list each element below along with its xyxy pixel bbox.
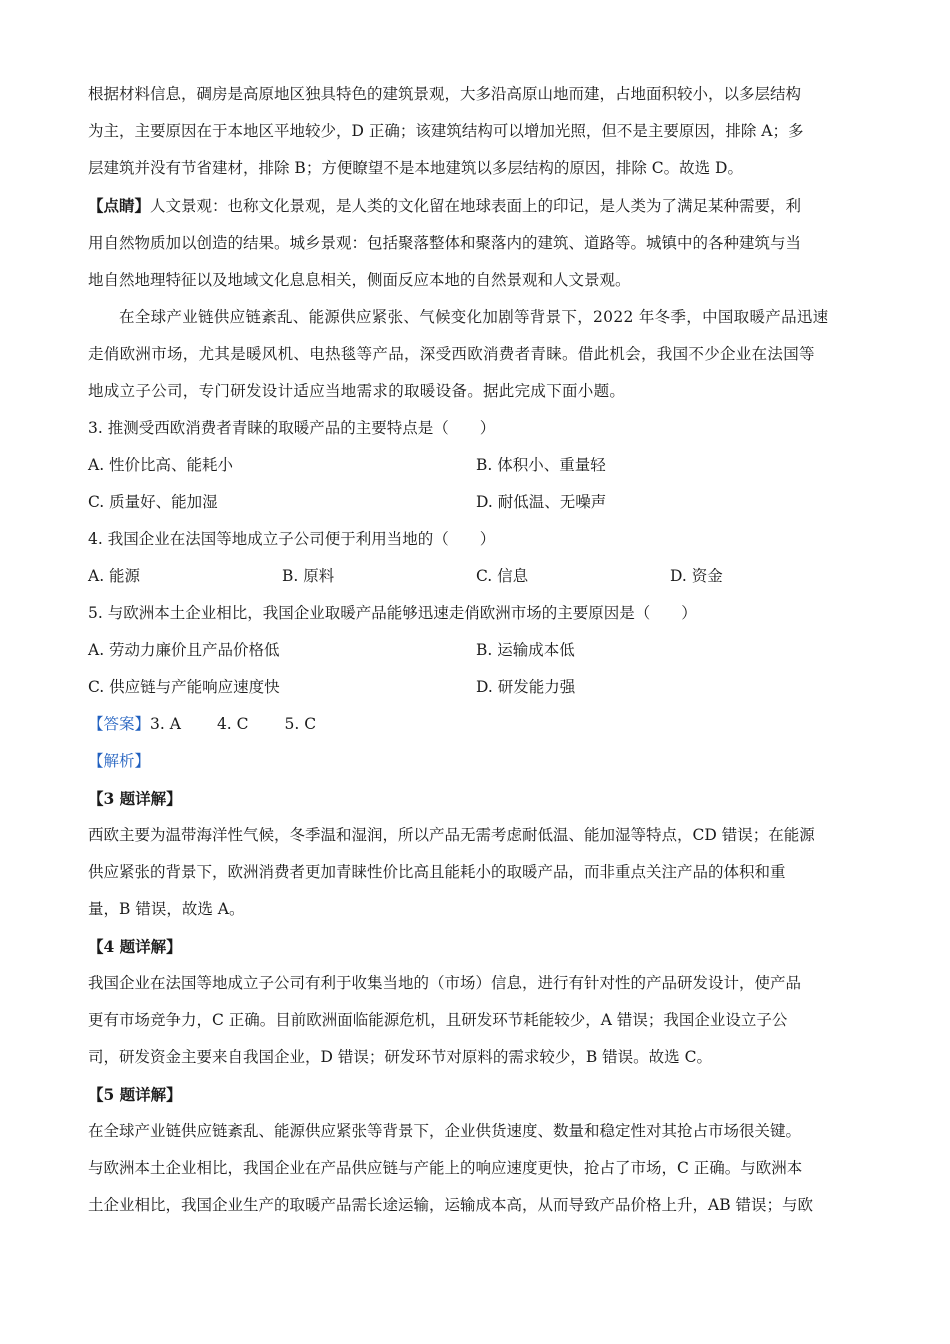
text-line: 在全球产业链供应链紊乱、能源供应紧张等背景下，企业供货速度、数量和稳定性对其抢占市场很关键。	[88, 1122, 802, 1140]
option-c: C. 质量好、能加湿	[88, 493, 218, 511]
option-d: D. 耐低温、无噪声	[476, 493, 607, 511]
text-line: 更有市场竞争力，C 正确。目前欧洲面临能源危机，且研发环节耗能较少，A 错误；我国企业设立子公	[88, 1011, 788, 1029]
text-line: 西欧主要为温带海洋性气候，冬季温和湿润，所以产品无需考虑耐低温、能加湿等特点，CD 错误；在能源	[88, 826, 815, 844]
text-line: 在全球产业链供应链紊乱、能源供应紧张、气候变化加剧等背景下，2022 年冬季，中国取暖产品迅速	[119, 308, 829, 326]
detail-title: 【3 题详解】	[88, 789, 182, 808]
text-line: 层建筑并没有节省建材，排除 B；方便瞭望不是本地建筑以多层结构的原因，排除 C。故选 D。	[88, 159, 743, 177]
option-c: C. 信息	[476, 567, 529, 585]
question-stem: 3. 推测受西欧消费者青睐的取暖产品的主要特点是（ ）	[88, 419, 496, 437]
answer-value: 3. A	[150, 715, 181, 733]
detail-3	[88, 780, 864, 928]
answer-label: 【答案】	[88, 715, 151, 733]
material-paragraph	[88, 299, 864, 410]
option-b: B. 运输成本低	[476, 641, 575, 659]
text-line: 供应紧张的背景下，欧洲消费者更加青睐性价比高且能耗小的取暖产品，而非重点关注产品的体积和重	[88, 863, 786, 881]
option-d: D. 资金	[670, 567, 723, 585]
detail-title: 【4 题详解】	[88, 937, 182, 956]
question-4	[88, 521, 864, 595]
option-row	[88, 447, 864, 484]
option-row	[88, 669, 864, 706]
detail-4	[88, 928, 864, 1076]
option-b: B. 原料	[282, 567, 335, 585]
option-d: D. 研发能力强	[476, 678, 576, 696]
document-page	[88, 76, 864, 1224]
text-line: 地自然地理特征以及地域文化息息相关，侧面反应本地的自然景观和人文景观。	[88, 271, 631, 289]
option-row	[88, 558, 864, 595]
dianjing-text: 人文景观：也称文化景观，是人类的文化留在地球表面上的印记，是人类为了满足某种需要，利	[150, 197, 802, 215]
option-b: B. 体积小、重量轻	[476, 456, 606, 474]
detail-5	[88, 1076, 864, 1224]
dianjing-section	[88, 187, 864, 299]
option-c: C. 供应链与产能响应速度快	[88, 678, 280, 696]
question-stem: 4. 我国企业在法国等地成立子公司便于利用当地的（ ）	[88, 530, 496, 548]
text-line: 为主，主要原因在于本地区平地较少，D 正确；该建筑结构可以增加光照，但不是主要原因，排除 A；多	[88, 122, 804, 140]
text-line: 与欧洲本土企业相比，我国企业在产品供应链与产能上的响应速度更快，抢占了市场，C 正确。与欧洲本	[88, 1159, 803, 1177]
text-line	[88, 187, 864, 225]
text-line: 司，研发资金主要来自我国企业，D 错误；研发环节对原料的需求较少，B 错误。故选 C。	[88, 1048, 712, 1066]
question-3	[88, 410, 864, 521]
text-line: 我国企业在法国等地成立子公司有利于收集当地的（市场）信息，进行有针对性的产品研发设计，使产品	[88, 974, 802, 992]
option-a: A. 性价比高、能耗小	[88, 456, 234, 474]
text-line: 根据材料信息，碉房是高原地区独具特色的建筑景观，大多沿高原山地而建，占地面积较小，以多层结构	[88, 85, 802, 103]
answer-line	[88, 706, 864, 743]
dianjing-label: 【点睛】	[88, 196, 151, 215]
intro-paragraph	[88, 76, 864, 187]
text-line: 量，B 错误，故选 A。	[88, 900, 245, 918]
option-row	[88, 632, 864, 669]
answer-value: 4. C	[216, 715, 249, 733]
question-stem: 5. 与欧洲本土企业相比，我国企业取暖产品能够迅速走俏欧洲市场的主要原因是（ ）	[88, 604, 697, 622]
question-5	[88, 595, 864, 706]
text-line: 土企业相比，我国企业生产的取暖产品需长途运输，运输成本高，从而导致产品价格上升，AB 错误；与欧	[88, 1196, 814, 1214]
option-row	[88, 484, 864, 521]
text-line: 用自然物质加以创造的结果。城乡景观：包括聚落整体和聚落内的建筑、道路等。城镇中的各种建筑与当	[88, 234, 802, 252]
option-a: A. 劳动力廉价且产品价格低	[88, 641, 280, 659]
jiexi-label: 【解析】	[88, 752, 151, 770]
option-a: A. 能源	[88, 567, 141, 585]
detail-title: 【5 题详解】	[88, 1085, 182, 1104]
answer-value: 5. C	[284, 715, 317, 733]
text-line: 地成立子公司，专门研发设计适应当地需求的取暖设备。据此完成下面小题。	[88, 382, 626, 400]
text-line: 走俏欧洲市场，尤其是暖风机、电热毯等产品，深受西欧消费者青睐。借此机会，我国不少企业在法国等	[88, 345, 815, 363]
